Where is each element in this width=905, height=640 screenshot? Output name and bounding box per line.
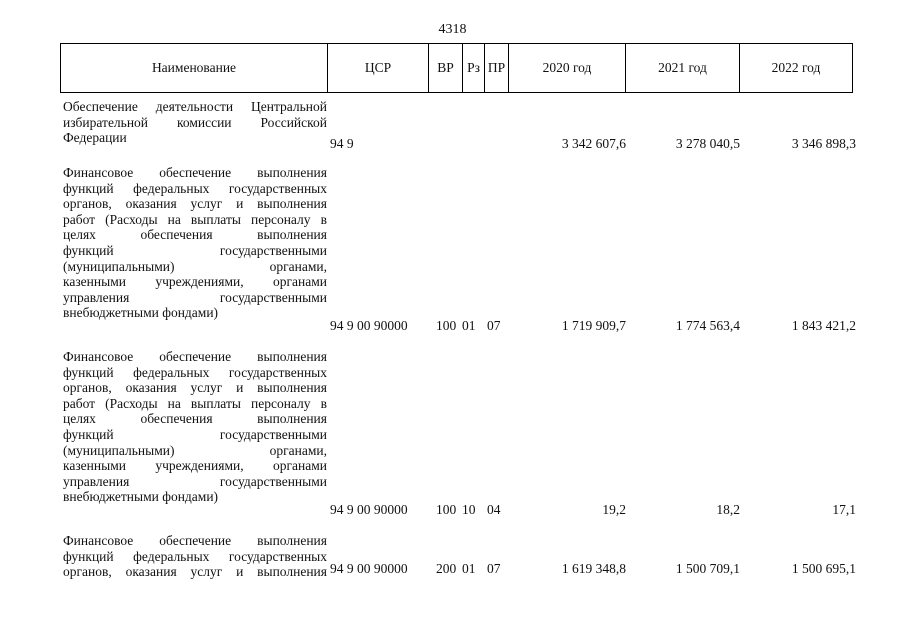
row-name [63, 349, 327, 505]
row-name-line: работ (Расходы на выплаты персоналу в [63, 395, 327, 411]
row-name-line: органов, оказания услуг и выполнения [63, 564, 327, 580]
row-name-line: целях обеспечения выполнения [63, 227, 327, 243]
row-name-line: внебюджетными фондами) [63, 489, 219, 505]
row-name-line: казенными учреждениями, органами [63, 458, 327, 474]
row-name-line: (муниципальными) органами, [63, 258, 327, 274]
header-csr: ЦСР [328, 44, 429, 92]
row-2022: 17,1 [832, 502, 856, 517]
header-2022: 2022 год [771, 60, 821, 75]
row-name-line: целях обеспечения выполнения [63, 411, 327, 427]
row-name-line: органов, оказания услуг и выполнения [63, 196, 327, 212]
header-name: Наименование [61, 44, 328, 92]
row-2022: 1 843 421,2 [791, 318, 856, 333]
row-name-line: работ (Расходы на выплаты персоналу в [63, 211, 327, 227]
row-name-line: функций государственными [63, 426, 327, 442]
row-name-line: функций федеральных государственных [63, 180, 327, 196]
row-name-line: функций федеральных государственных [63, 548, 327, 564]
page-number: 4318 [438, 22, 467, 37]
row-csr: 94 9 00 90000 [330, 561, 408, 576]
row-name-line: Финансовое обеспечение выполнения [63, 165, 327, 180]
row-2021: 1 500 709,1 [675, 561, 740, 576]
row-name [63, 533, 327, 580]
row-name [63, 99, 327, 146]
row-name [63, 165, 327, 321]
header-2020: 2020 год [509, 44, 626, 92]
row-rz: 10 [462, 502, 476, 517]
row-name-line: (муниципальными) органами, [63, 442, 327, 458]
row-name-line: управления государственными [63, 473, 327, 489]
table-header [60, 43, 853, 93]
row-csr: 94 9 00 90000 [330, 318, 408, 333]
row-pr: 04 [487, 502, 501, 517]
row-vr: 100 [436, 318, 457, 333]
row-name-line: Обеспечение деятельности Центральной [63, 99, 327, 114]
row-name-line: казенными учреждениями, органами [63, 274, 327, 290]
row-name-line: внебюджетными фондами) [63, 305, 219, 321]
header-vr: ВР [429, 44, 463, 92]
row-vr: 100 [436, 502, 457, 517]
row-2020: 1 619 348,8 [561, 561, 626, 576]
row-name-line: избирательной комиссии Российской [63, 114, 327, 130]
row-2020: 3 342 607,6 [561, 136, 626, 151]
header-rz: Рз [463, 44, 485, 92]
row-csr: 94 9 00 90000 [330, 502, 408, 517]
row-name-line: Федерации [63, 130, 127, 146]
row-vr: 200 [436, 561, 457, 576]
header-pr: ПР [485, 44, 509, 92]
row-2022: 1 500 695,1 [791, 561, 856, 576]
row-name-line: функций государственными [63, 242, 327, 258]
row-pr: 07 [487, 561, 501, 576]
row-csr: 94 9 [330, 136, 354, 151]
row-2020: 1 719 909,7 [561, 318, 626, 333]
row-rz: 01 [462, 561, 476, 576]
row-name-line: органов, оказания услуг и выполнения [63, 380, 327, 396]
row-2022: 3 346 898,3 [791, 136, 856, 151]
row-name-line: управления государственными [63, 289, 327, 305]
row-pr: 07 [487, 318, 501, 333]
row-2021: 3 278 040,5 [675, 136, 740, 151]
row-2021: 1 774 563,4 [675, 318, 740, 333]
header-2021: 2021 год [626, 44, 740, 92]
row-2021: 18,2 [716, 502, 740, 517]
row-2020: 19,2 [602, 502, 626, 517]
row-name-line: Финансовое обеспечение выполнения [63, 349, 327, 364]
row-name-line: Финансовое обеспечение выполнения [63, 533, 327, 548]
row-rz: 01 [462, 318, 476, 333]
row-name-line: функций федеральных государственных [63, 364, 327, 380]
